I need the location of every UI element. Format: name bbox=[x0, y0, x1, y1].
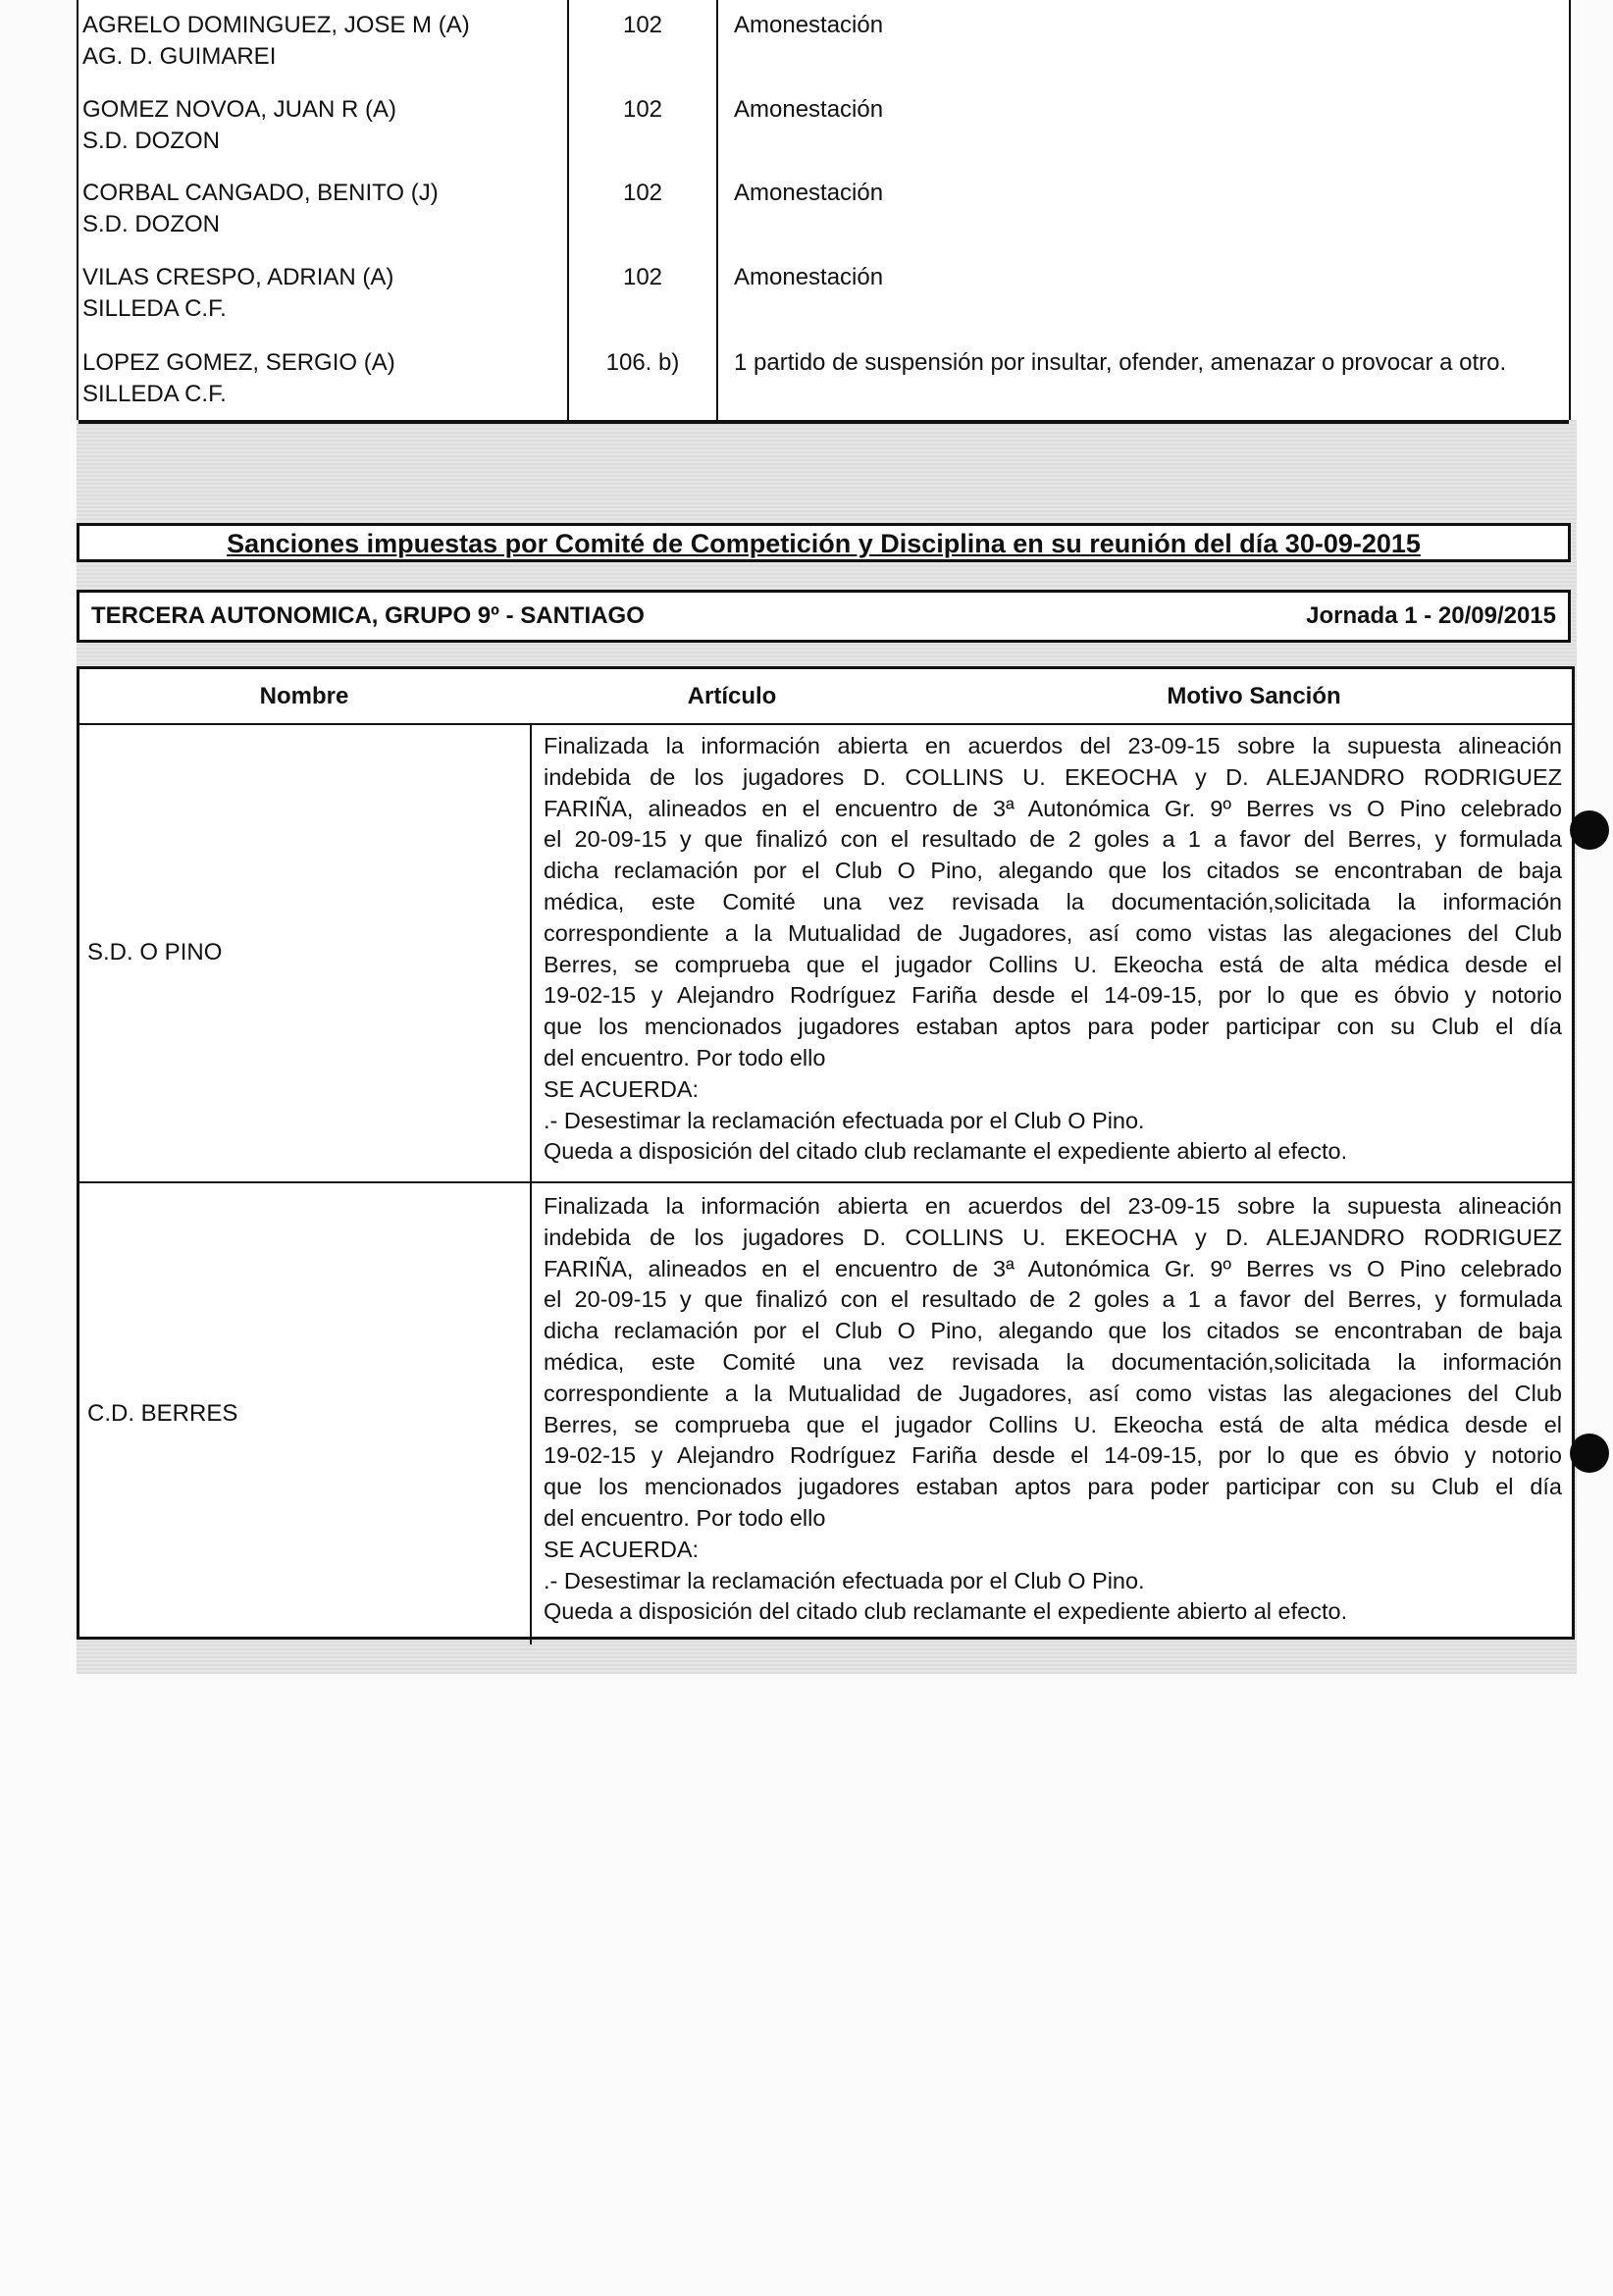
resolutions-table bbox=[77, 666, 1575, 1640]
resolution-row bbox=[79, 1181, 1572, 1644]
player-cell bbox=[82, 82, 567, 166]
player-cell bbox=[82, 336, 567, 420]
text-line: .- Desestimar la reclamación efectuada por el Club O Pino. bbox=[544, 1567, 1145, 1593]
text-line: Queda a disposición del citado club reclamante el expediente abierto al efecto. bbox=[544, 1138, 1348, 1165]
resolution-row bbox=[79, 723, 1572, 1181]
resolution-text bbox=[530, 1183, 1572, 1644]
text-line: del encuentro. Por todo ello bbox=[544, 1504, 826, 1531]
table-row bbox=[78, 166, 1569, 254]
text-line: Finalizada la información abierta en acuerdos del 23-09-15 sobre la supuesta alineación bbox=[544, 1193, 1562, 1219]
sanctions-title bbox=[77, 523, 1571, 562]
text-line: Queda a disposición del citado club reclamante el expediente abierto al efecto. bbox=[544, 1598, 1348, 1625]
text-line: indebida de los jugadores D. COLLINS U. EKEOCHA y D. ALEJANDRO RODRIGUEZ bbox=[544, 763, 1562, 790]
player-name: CORBAL CANGADO, BENITO (J) bbox=[82, 180, 439, 206]
player-name: AGRELO DOMINGUEZ, JOSE M (A) bbox=[82, 12, 470, 38]
text-line: SE ACUERDA: bbox=[544, 1536, 700, 1562]
text-line: Finalizada la información abierta en acuerdos del 23-09-15 sobre la supuesta alineación bbox=[544, 733, 1562, 758]
reason-cell: Amonestación bbox=[716, 166, 1571, 250]
table-row bbox=[78, 0, 1569, 86]
player-name: GOMEZ NOVOA, JUAN R (A) bbox=[82, 96, 397, 123]
text-line: Berres, se comprueba que el jugador Collins U. Ekeocha está de alta médica desde el bbox=[544, 1411, 1562, 1437]
resolution-text bbox=[530, 723, 1572, 1181]
header-nombre: Nombre bbox=[259, 683, 349, 709]
text-line: SE ACUERDA: bbox=[544, 1075, 700, 1102]
text-line: dicha reclamación por el Club O Pino, alegando que los citados se encontraban de baja bbox=[544, 858, 1562, 884]
reason-cell: 1 partido de suspensión por insultar, ofender, amenazar o provocar a otro. bbox=[716, 336, 1571, 420]
punch-hole-icon bbox=[1570, 1434, 1609, 1473]
sanctions-table-continued bbox=[77, 0, 1571, 420]
text-line: que los mencionados jugadores estaban aptos para poder participar con su Club el día bbox=[544, 1014, 1562, 1040]
table-row bbox=[78, 250, 1569, 339]
text-line: .- Desestimar la reclamación efectuada por el Club O Pino. bbox=[544, 1107, 1145, 1133]
reason-cell: Amonestación bbox=[716, 0, 1571, 82]
title-text: Sanciones impuestas por Comité de Competición y Disciplina en su reunión del día 30-09-2015 bbox=[227, 529, 1421, 558]
player-club: SILLEDA C.F. bbox=[82, 295, 227, 322]
text-line: del encuentro. Por todo ello bbox=[544, 1044, 826, 1070]
text-line: correspondiente a la Mutualidad de Jugadores, así como vistas las alegaciones del Club bbox=[544, 919, 1562, 946]
text-line: dicha reclamación por el Club O Pino, alegando que los citados se encontraban de baja bbox=[544, 1318, 1562, 1344]
text-line: correspondiente a la Mutualidad de Jugadores, así como vistas las alegaciones del Club bbox=[544, 1380, 1562, 1406]
header-articulo: Artículo bbox=[687, 683, 777, 709]
text-line: 19-02-15 y Alejandro Rodríguez Fariña desde el 14-09-15, por lo que es óbvio y notorio bbox=[544, 982, 1562, 1009]
club-name: S.D. O PINO bbox=[87, 938, 223, 965]
text-line: Berres, se comprueba que el jugador Collins U. Ekeocha está de alta médica desde el bbox=[544, 951, 1562, 977]
player-name: LOPEZ GOMEZ, SERGIO (A) bbox=[82, 349, 395, 376]
header-motivo: Motivo Sanción bbox=[1167, 683, 1341, 709]
text-line: que los mencionados jugadores estaban aptos para poder participar con su Club el día bbox=[544, 1474, 1562, 1500]
text-line: FARIÑA, alineados en el encuentro de 3ª Autonómica Gr. 9º Berres vs O Pino celebrado bbox=[544, 1255, 1562, 1281]
player-name: VILAS CRESPO, ADRIAN (A) bbox=[82, 264, 394, 290]
article-cell: 102 bbox=[567, 166, 716, 250]
text-line: 19-02-15 y Alejandro Rodríguez Fariña desde el 14-09-15, por lo que es óbvio y notorio bbox=[544, 1442, 1562, 1469]
punch-hole-icon bbox=[1570, 810, 1609, 850]
competition-header bbox=[77, 590, 1571, 643]
text-line: el 20-09-15 y que finalizó con el resultado de 2 goles a 1 a favor del Berres, y formulada bbox=[544, 826, 1562, 853]
table-row bbox=[78, 82, 1569, 170]
reason-cell: Amonestación bbox=[716, 250, 1571, 336]
table-header bbox=[79, 669, 1572, 725]
competition-name: TERCERA AUTONOMICA, GRUPO 9º - SANTIAGO bbox=[91, 602, 645, 629]
text-line: el 20-09-15 y que finalizó con el resultado de 2 goles a 1 a favor del Berres, y formulada bbox=[544, 1286, 1562, 1313]
article-cell: 106. b) bbox=[567, 336, 716, 420]
player-club: S.D. DOZON bbox=[82, 211, 221, 237]
player-cell bbox=[82, 0, 567, 82]
text-line: FARIÑA, alineados en el encuentro de 3ª Autonómica Gr. 9º Berres vs O Pino celebrado bbox=[544, 795, 1562, 821]
player-cell bbox=[82, 250, 567, 336]
player-cell bbox=[82, 166, 567, 250]
table-row bbox=[78, 336, 1569, 424]
article-cell: 102 bbox=[567, 0, 716, 82]
text-line: médica, este Comité una vez revisada la documentación,solicitada la información bbox=[544, 1348, 1562, 1375]
text-line: indebida de los jugadores D. COLLINS U. EKEOCHA y D. ALEJANDRO RODRIGUEZ bbox=[544, 1224, 1562, 1250]
reason-cell: Amonestación bbox=[716, 82, 1571, 166]
player-club: AG. D. GUIMAREI bbox=[82, 43, 277, 70]
player-club: S.D. DOZON bbox=[82, 128, 221, 154]
article-cell: 102 bbox=[567, 82, 716, 166]
player-club: SILLEDA C.F. bbox=[82, 381, 227, 407]
article-cell: 102 bbox=[567, 250, 716, 336]
round-date: Jornada 1 - 20/09/2015 bbox=[1306, 602, 1556, 629]
club-name: C.D. BERRES bbox=[87, 1400, 238, 1427]
text-line: médica, este Comité una vez revisada la documentación,solicitada la información bbox=[544, 888, 1562, 914]
